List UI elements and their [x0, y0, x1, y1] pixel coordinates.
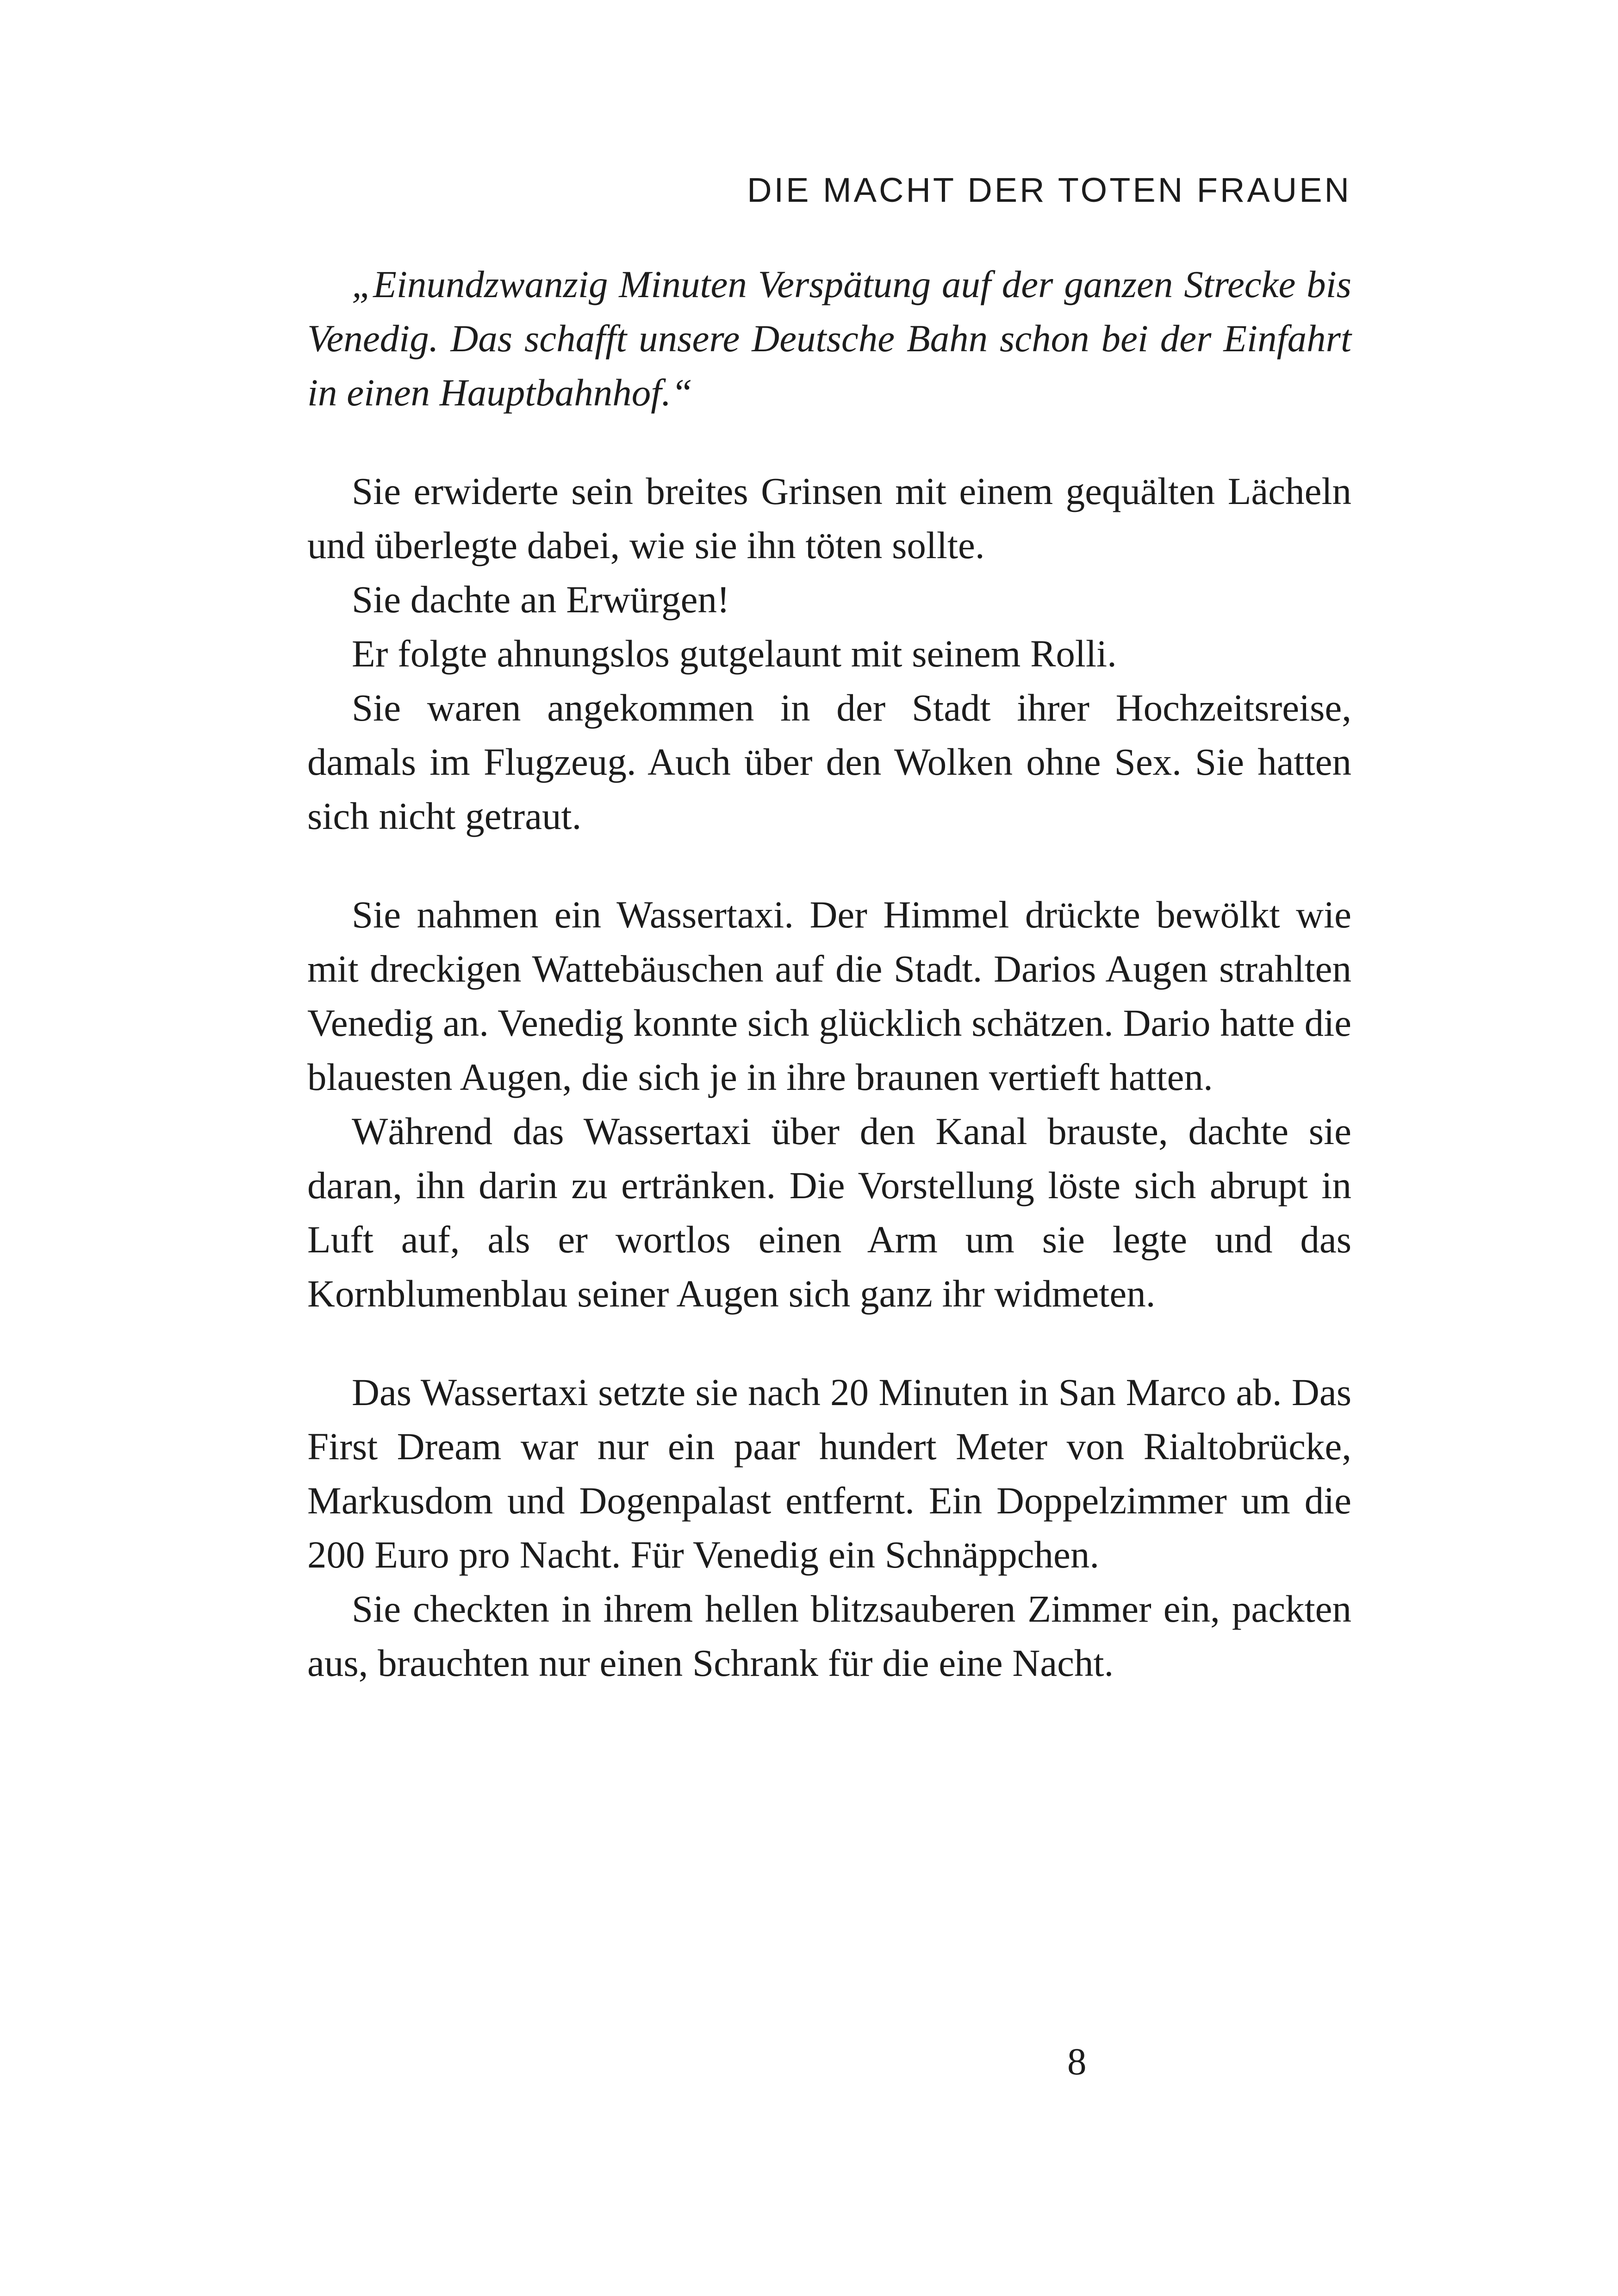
running-head: DIE MACHT DER TOTEN FRAUEN — [747, 171, 1351, 209]
paragraph: Sie dachte an Erwürgen! — [352, 578, 730, 621]
body-text — [307, 257, 1351, 1690]
paragraph: Das Wassertaxi setzte sie nach 20 Minuten in San Marco ab. Das First Dream war nur ein paar hundert Meter von Rialtobrücke, Markusdom und Dogenpalast entfernt. Ein Doppelzimmer um die 200 Euro pro Nacht. Für Venedig ein Schnäppchen. — [307, 1371, 1351, 1576]
paragraph: Sie nahmen ein Wassertaxi. Der Himmel drückte bewölkt wie mit dreckigen Wattebäuschen auf die Stadt. Darios Augen strahlten Venedig an. Venedig konnte sich glücklich schätzen. Dario hatte die blauesten Augen, die sich je in ihre braunen vertieft hatten. — [307, 893, 1351, 1098]
paragraph: Sie checkten in ihrem hellen blitzsauberen Zimmer ein, packten aus, brauchten nur einen Schrank für die eine Nacht. — [307, 1587, 1351, 1684]
paragraph: Sie erwiderte sein breites Grinsen mit einem gequälten Lächeln und überlegte dabei, wie sie ihn töten sollte. — [307, 470, 1351, 566]
paragraph-quote: „Einundzwanzig Minuten Verspätung auf der ganzen Strecke bis Venedig. Das schafft unsere Deutsche Bahn schon bei der Einfahrt in einen Hauptbahnhof.“ — [307, 263, 1351, 414]
paragraph: Er folgte ahnungslos gutgelaunt mit seinem Rolli. — [352, 632, 1117, 675]
paragraph: Während das Wassertaxi über den Kanal brauste, dachte sie daran, ihn darin zu ertränken. Die Vorstellung löste sich abrupt in Luft auf, als er wortlos einen Arm um sie legte und das Kornblumenblau seiner Augen sich ganz ihr widmeten. — [307, 1110, 1351, 1315]
page-number: 8 — [1067, 2040, 1087, 2083]
paragraph: Sie waren angekommen in der Stadt ihrer Hochzeitsreise, damals im Flugzeug. Auch über den Wolken ohne Sex. Sie hatten sich nicht getraut. — [307, 686, 1351, 837]
